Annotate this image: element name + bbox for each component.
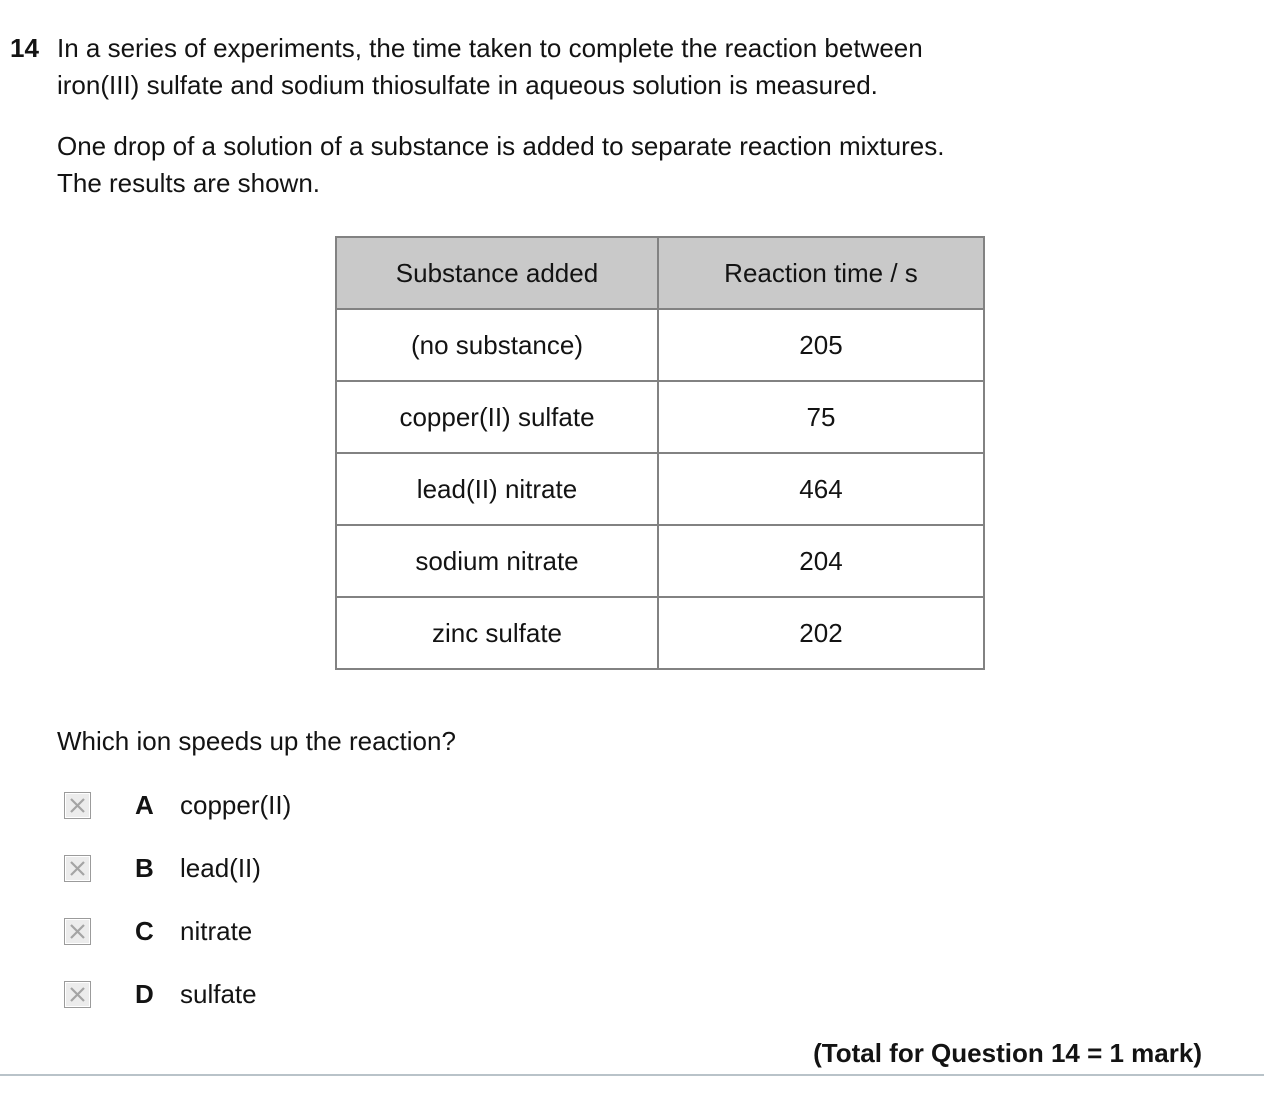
option-letter: A xyxy=(135,789,154,820)
question-setup-line-2: The results are shown. xyxy=(57,168,321,198)
question-intro-line-2: iron(III) sulfate and sodium thiosulfate in aqueous solution is measured. xyxy=(57,70,878,100)
cell-time: 204 xyxy=(658,525,984,597)
answer-checkbox-icon[interactable] xyxy=(64,855,91,882)
question-intro-line-1: In a series of experiments, the time taken to complete the reaction between xyxy=(57,33,923,63)
cell-substance: copper(II) sulfate xyxy=(336,381,658,453)
cell-substance: sodium nitrate xyxy=(336,525,658,597)
cell-time: 205 xyxy=(658,309,984,381)
cell-substance: lead(II) nitrate xyxy=(336,453,658,525)
question-intro xyxy=(57,30,923,104)
cell-time: 464 xyxy=(658,453,984,525)
table-row xyxy=(336,597,984,669)
option-letter: D xyxy=(135,978,154,1009)
option-letter: B xyxy=(135,852,154,883)
table-header-substance: Substance added xyxy=(336,237,658,309)
results-table xyxy=(335,236,985,670)
total-marks-text: (Total for Question 14 = 1 mark) xyxy=(813,1038,1202,1068)
table-header-row xyxy=(336,237,984,309)
answer-option-d[interactable] xyxy=(64,978,1264,1010)
cell-substance: (no substance) xyxy=(336,309,658,381)
option-label: nitrate xyxy=(180,915,253,946)
cell-substance: zinc sulfate xyxy=(336,597,658,669)
table-row xyxy=(336,381,984,453)
table-row xyxy=(336,453,984,525)
table-row xyxy=(336,525,984,597)
option-label: copper(II) xyxy=(180,789,292,820)
question-prompt: Which ion speeds up the reaction? xyxy=(57,726,456,756)
answer-option-a[interactable] xyxy=(64,789,1264,821)
page-divider xyxy=(0,1074,1264,1076)
cell-time: 202 xyxy=(658,597,984,669)
table-header-reaction-time: Reaction time / s xyxy=(658,237,984,309)
option-label: sulfate xyxy=(180,978,257,1009)
option-letter: C xyxy=(135,915,154,946)
answer-option-c[interactable] xyxy=(64,915,1264,947)
question-setup-line-1: One drop of a solution of a substance is added to separate reaction mixtures. xyxy=(57,131,945,161)
cell-time: 75 xyxy=(658,381,984,453)
answer-options xyxy=(0,789,1264,1010)
table-row xyxy=(336,309,984,381)
answer-checkbox-icon[interactable] xyxy=(64,918,91,945)
answer-checkbox-icon[interactable] xyxy=(64,792,91,819)
question-number: 14 xyxy=(10,33,39,63)
question-setup xyxy=(57,128,1264,202)
answer-option-b[interactable] xyxy=(64,852,1264,884)
question-header xyxy=(0,0,1264,104)
option-label: lead(II) xyxy=(180,852,261,883)
answer-checkbox-icon[interactable] xyxy=(64,981,91,1008)
